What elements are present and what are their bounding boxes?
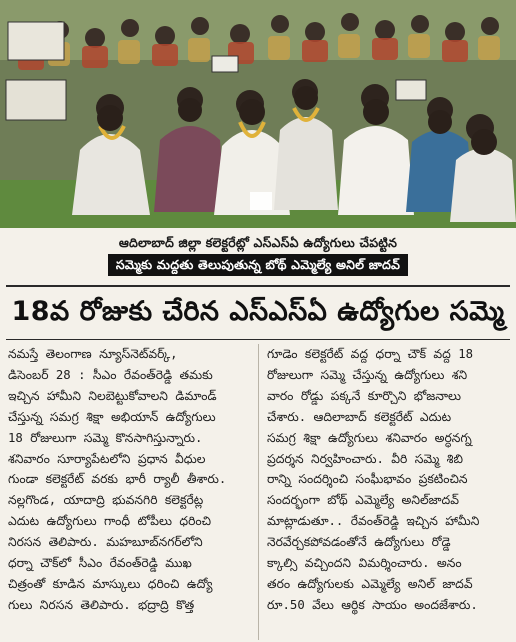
article-line: ఇచ్చిన హామీని నిలబెట్టుకోవాలని డిమాండ్ <box>8 388 217 403</box>
article-line: రోజులుగా సమ్మె చేస్తున్న ఉద్యోగులు శని <box>267 367 468 382</box>
article-line: రాన్ని సందర్శించి సంఘీభావం ప్రకటించిన <box>267 472 468 487</box>
article-line: క్కాల్సి వచ్చిందని విమర్శించారు. అనం <box>267 556 462 571</box>
article-line: చిత్రంతో కూడిన మాస్కులు ధరించి ఉద్యో <box>8 576 213 591</box>
article-line: రూ.50 వేలు ఆర్థిక సాయం అందజేశారు. <box>267 597 478 612</box>
protest-photo-icon <box>0 0 516 228</box>
article-line: చేస్తున్న సమగ్ర శిక్షా అభియాన్ ఉద్యోగులు <box>8 409 216 424</box>
caption-line-2: సమ్మెకు మద్దతు తెలుపుతున్న బోథ్ ఎమ్మెల్యే అనిల్ జాదవ్ <box>108 254 408 276</box>
news-photo <box>0 0 516 228</box>
article-line: డిసెంబర్ 28 : సీఎం రేవంత్‌రెడ్డి తమకు <box>8 367 213 382</box>
article-line: తరం ఉద్యోగులకు ఎమ్మెల్యే అనిల్ జాదవ్ <box>267 576 473 591</box>
article-line: నమస్తే తెలంగాణ న్యూస్‌నెట్‌వర్క్, <box>8 347 178 361</box>
article-body <box>6 344 510 640</box>
article-line: చేశారు. ఆదిలాబాద్ కలెక్టరేట్ ఎదుట <box>267 409 452 424</box>
article-line: నల్లగొండ, యాదాద్రి భువనగిరి కలెక్టరేట్ల <box>8 493 204 508</box>
article-line: 18 రోజులుగా సమ్మె కొనసాగిస్తున్నారు. <box>8 430 203 445</box>
article-column-1 <box>6 344 258 640</box>
article-line: ప్రదర్శన నిర్వహించారు. వీరి సమ్మె శిబి <box>267 451 463 466</box>
article-line: వారం రోడ్డు పక్కనే కూర్చొని భోజనాలు <box>267 388 461 403</box>
article-line: గుండా కలెక్టరేట్ వరకు భారీ ర్యాలీ తీశారు. <box>8 472 227 487</box>
headline: 18వ రోజుకు చేరిన ఎస్ఎస్ఏ ఉద్యోగుల సమ్మె <box>11 296 505 327</box>
divider <box>6 285 510 287</box>
article-line: శనివారం సూర్యాపేటలోని ప్రధాన వీధుల <box>8 451 206 466</box>
article-line: గులు నిరసన తెలిపారు. భద్రాద్రి కొత్త <box>8 597 195 612</box>
article-line: గూడెం కలెక్టరేట్ వద్ద ధర్నా చౌక్ వద్ద 18 <box>267 347 474 361</box>
article-line: సమగ్ర శిక్షా ఉద్యోగులు శనివారం అర్ధనగ్న <box>267 430 472 445</box>
caption-line-1: ఆదిలాబాద్ జిల్లా కలెక్టరేట్లో ఎస్ఎస్ఏ ఉద్యోగులు చేపట్టిన <box>118 235 398 250</box>
article-line: మాట్లాడుతూ.. రేవంత్‌రెడ్డి ఇచ్చిన హామీని <box>267 514 480 529</box>
photo-caption <box>0 232 516 282</box>
article-line: నెరవేర్చకపోవడంతోనే ఉద్యోగులు రోడ్డె <box>267 535 451 550</box>
article-line: ధర్నా చౌక్‌లో సీఎం రేవంత్‌రెడ్డి ముఖ <box>8 556 192 571</box>
article-line: సందర్భంగా బోథ్ ఎమ్మెల్యే అనిల్‌జాదవ్ <box>267 493 459 508</box>
article-column-2 <box>258 344 510 640</box>
article-line: ఎదుట ఉద్యోగులు గాంధీ టోపీలు ధరించి <box>8 514 212 529</box>
divider <box>6 339 510 340</box>
article-line: నిరసన తెలిపారు. మహబూబ్‌నగర్‌లోని <box>8 535 203 550</box>
